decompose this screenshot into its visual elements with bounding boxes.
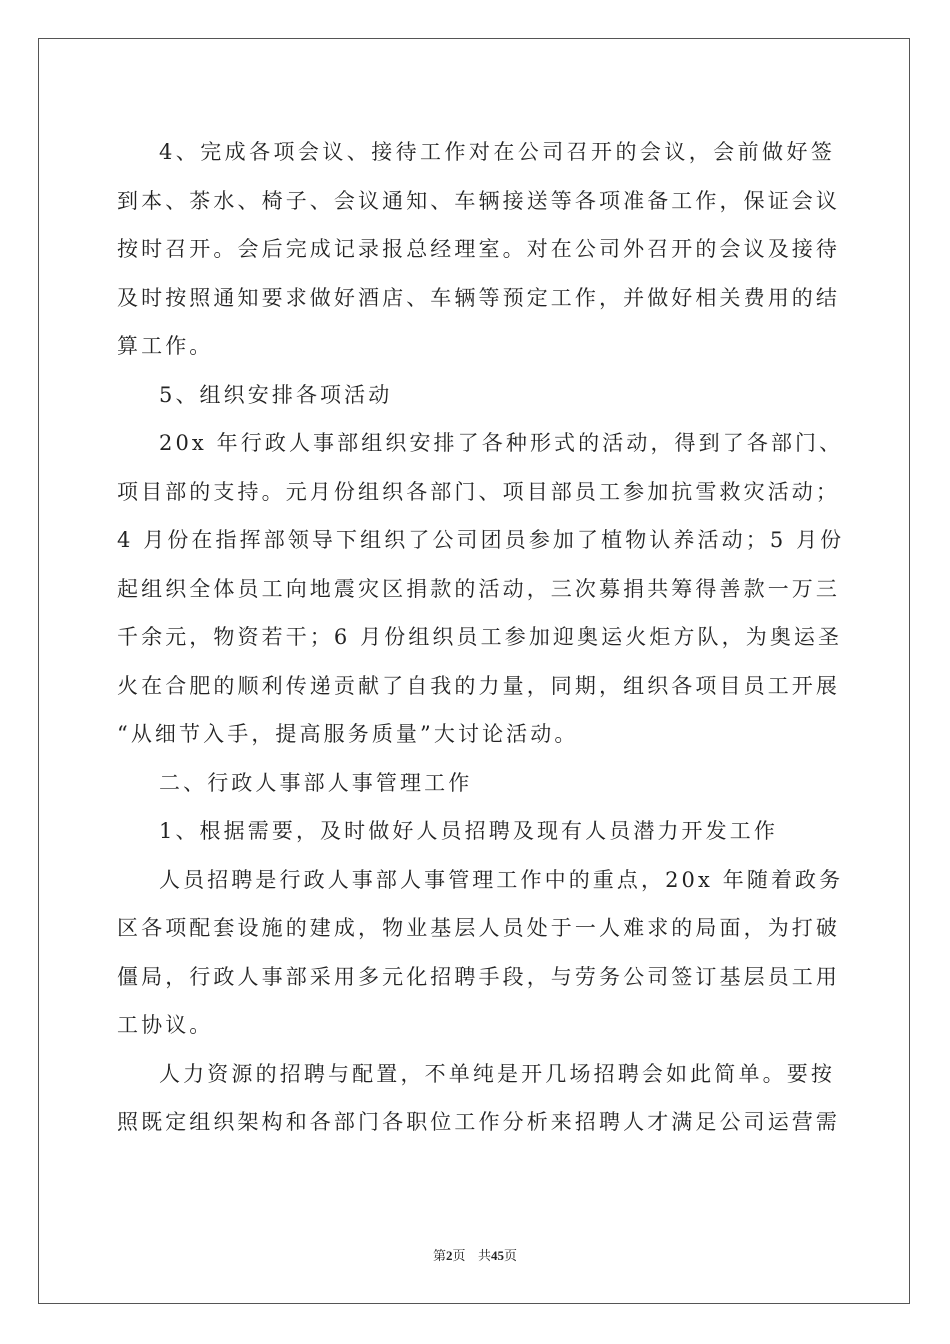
current-page-number: 2 (446, 1248, 453, 1263)
text-line: 到本、茶水、椅子、会议通知、车辆接送等各项准备工作，保证会议 (117, 188, 840, 213)
paragraph (117, 419, 845, 759)
section-heading (117, 759, 835, 808)
text-line: 20x 年行政人事部组织安排了各种形式的活动，得到了各部门、 (159, 431, 844, 455)
text-line: 4、完成各项会议、接待工作对在公司召开的会议，会前做好签 (159, 140, 835, 164)
footer-prefix: 第 (433, 1249, 447, 1264)
text-line: 按时召开。会后完成记录报总经理室。对在公司外召开的会议及接待 (117, 237, 840, 261)
text-line: 千余元，物资若干；6 月份组织员工参加迎奥运火炬方队，为奥运圣 (117, 625, 843, 649)
text-line: 4 月份在指挥部领导下组织了公司团员参加了植物认养活动；5 月份 (117, 528, 845, 552)
total-pages-number: 45 (490, 1248, 504, 1263)
footer-total-unit: 页 (503, 1249, 517, 1264)
document-body (117, 128, 845, 1147)
text-line: 及时按照通知要求做好酒店、车辆等预定工作，并做好相关费用的结 (117, 285, 840, 310)
text-line: 工协议。 (117, 1013, 214, 1037)
text-line: 起组织全体员工向地震灾区捐款的活动，三次募捐共筹得善款一万三 (117, 576, 840, 601)
text-line: 算工作。 (117, 334, 214, 358)
text-line: 5、组织安排各项活动 (159, 382, 393, 407)
text-line: 僵局，行政人事部采用多元化招聘手段，与劳务公司签订基层员工用 (117, 964, 840, 989)
text-line: 项目部的支持。元月份组织各部门、项目部员工参加抗雪救灾活动； (117, 479, 840, 504)
text-line: 火在合肥的顺利传递贡献了自我的力量，同期，组织各项目员工开展 (117, 673, 840, 698)
text-line: 1、根据需要，及时做好人员招聘及现有人员潜力开发工作 (159, 819, 778, 843)
paragraph (117, 856, 844, 1050)
text-line: “从细节入手，提高服务质量”大讨论活动。 (117, 722, 579, 746)
footer-page-unit: 页 (452, 1249, 466, 1264)
section-heading (117, 807, 835, 856)
paragraph (117, 1050, 840, 1147)
text-line: 人力资源的招聘与配置，不单纯是开几场招聘会如此简单。要按 (159, 1061, 835, 1086)
footer-total-prefix: 共 (477, 1249, 491, 1264)
text-line: 人员招聘是行政人事部人事管理工作中的重点，20x 年随着政务 (159, 867, 844, 892)
text-line: 区各项配套设施的建成，物业基层人员处于一人难求的局面，为打破 (117, 916, 840, 940)
text-line: 二、行政人事部人事管理工作 (159, 770, 473, 795)
page-footer (0, 1245, 950, 1264)
text-line: 照既定组织架构和各部门各职位工作分析来招聘人才满足公司运营需 (117, 1110, 840, 1134)
section-heading (117, 371, 835, 420)
paragraph (117, 128, 840, 371)
